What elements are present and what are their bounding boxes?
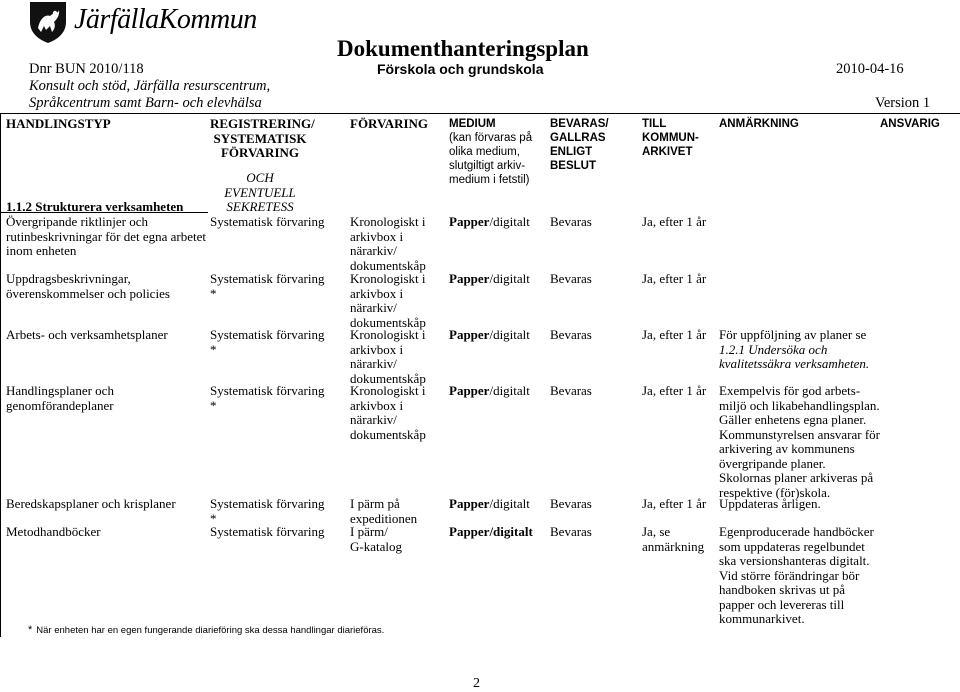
table-top-border (0, 113, 960, 114)
page-title: Dokumenthanteringsplan (337, 36, 589, 61)
medium-bold: Papper (449, 327, 490, 342)
cell-forvaring: Kronologiskt i arkivbox i närarkiv/ dokumentskåp (350, 383, 426, 442)
cell-bevaras: Bevaras (550, 327, 592, 342)
col-ansvarig: ANSVARIG (880, 118, 940, 130)
medium-rest: /digitalt (489, 214, 530, 229)
org-line-1: Konsult och stöd, Järfälla resurscentrum, (29, 78, 271, 94)
cell-till: Ja, efter 1 år (642, 271, 707, 286)
cell-forvaring: Kronologiskt i arkivbox i närarkiv/ dokumentskåp (350, 327, 426, 386)
cell-medium (449, 497, 530, 512)
cell-till: Ja, efter 1 år (642, 496, 707, 511)
col-forvaring: FÖRVARING (350, 116, 429, 131)
cell-registrering: Systematisk förvaring * (210, 496, 325, 526)
dnr-text: Dnr BUN 2010/118 (29, 61, 144, 77)
cell-anmarkning: För uppföljning av planer se (719, 327, 867, 342)
cell-till: Ja, efter 1 år (642, 327, 707, 342)
cell-medium (449, 215, 530, 230)
cell-handlingstyp: Metodhandböcker (6, 524, 101, 539)
cell-bevaras: Bevaras (550, 524, 592, 539)
logo-text: JärfällaKommun (74, 4, 257, 35)
cell-registrering: Systematisk förvaring * (210, 327, 325, 357)
cell-forvaring: Kronologiskt i arkivbox i närarkiv/ dokumentskåp (350, 271, 426, 330)
unit-text: Förskola och grundskola (377, 61, 544, 77)
col-handlingstyp: HANDLINGSTYP (6, 116, 111, 131)
medium-rest: /digitalt (489, 327, 530, 342)
cell-till: Ja, efter 1 år (642, 214, 707, 229)
cell-handlingstyp: Handlingsplaner och genomförandeplaner (6, 383, 114, 413)
footnote (28, 624, 384, 636)
col-till-kommunarkivet: TILL KOMMUN- ARKIVET (642, 118, 699, 158)
cell-medium (449, 384, 530, 399)
medium-rest: /digitalt (489, 496, 530, 511)
cell-handlingstyp: Beredskapsplaner och krisplaner (6, 496, 176, 511)
footnote-mark: * (28, 624, 33, 636)
col-medium: MEDIUM (449, 118, 496, 130)
medium-bold: Papper (449, 271, 490, 286)
col-bevaras: BEVARAS/ GALLRAS ENLIGT BESLUT (550, 118, 609, 172)
logo (28, 0, 257, 44)
cell-handlingstyp: Uppdragsbeskrivningar, överenskommelser och policies (6, 271, 170, 301)
medium-bold: Papper (449, 496, 490, 511)
medium-rest: /digitalt (489, 383, 530, 398)
col-registrering-sub: OCH EVENTUELL SEKRETESS (224, 170, 296, 214)
cell-handlingstyp: Övergripande riktlinjer och rutinbeskrivningar för det egna arbetet inom enheten (6, 214, 206, 258)
col-registrering: REGISTRERING/ SYSTEMATISK FÖRVARING (210, 116, 315, 160)
medium-rest: /digitalt (489, 271, 530, 286)
cell-forvaring: I pärm på expeditionen (350, 496, 418, 526)
cell-medium (449, 525, 533, 540)
version-text: Version 1 (875, 95, 931, 111)
cell-handlingstyp: Arbets- och verksamhetsplaner (6, 327, 168, 342)
section-heading: 1.1.2 Strukturera verksamheten (6, 199, 184, 214)
medium-bold: Papper (449, 383, 490, 398)
date-text: 2010-04-16 (836, 61, 904, 77)
cell-anmarkning: Uppdateras årligen. (719, 496, 821, 511)
org-line-2: Språkcentrum samt Barn- och elevhälsa (29, 95, 262, 111)
table-left-border (0, 113, 1, 637)
footnote-text: När enheten har en egen fungerande diarieföring ska dessa handlingar diarieföras. (36, 625, 385, 636)
cell-registrering: Systematisk förvaring * (210, 271, 325, 301)
crest-icon (28, 0, 68, 44)
col-medium-sub: (kan förvaras på olika medium, slutgiltigt arkiv- medium i fetstil) (449, 132, 533, 186)
cell-bevaras: Bevaras (550, 383, 592, 398)
cell-forvaring: Kronologiskt i arkivbox i närarkiv/ dokumentskåp (350, 214, 426, 273)
cell-registrering: Systematisk förvaring * (210, 383, 325, 413)
cell-till: Ja, se anmärkning (642, 524, 705, 554)
cell-medium (449, 328, 530, 343)
medium-bold: Papper (449, 214, 490, 229)
cell-registrering: Systematisk förvaring (210, 524, 325, 539)
cell-anmarkning: Egenproducerade handböcker som uppdateras regelbundet ska versionshanteras digitalt. Vid större förändringar bör handboken skrivas ut på papper och levereras till kommunarkivet. (719, 524, 874, 626)
cell-bevaras: Bevaras (550, 271, 592, 286)
medium-bold: Papper/digitalt (449, 524, 533, 539)
cell-registrering: Systematisk förvaring (210, 214, 325, 229)
cell-anmarkning: Exempelvis för god arbets- miljö och likabehandlingsplan. Gäller enhetens egna planer. Kommunstyrelsen ansvarar för arkivering av kommunens övergripande planer. Skolornas planer arkiveras på respektive (för)skola. (719, 383, 881, 500)
page-number: 2 (473, 676, 480, 691)
cell-bevaras: Bevaras (550, 214, 592, 229)
cell-anmarkning-ref: 1.2.1 Undersöka och kvalitetssäkra verksamheten. (719, 341, 870, 371)
col-anmarkning: ANMÄRKNING (719, 118, 799, 130)
cell-medium (449, 272, 530, 287)
cell-till: Ja, efter 1 år (642, 383, 707, 398)
cell-forvaring: I pärm/ G-katalog (350, 524, 402, 554)
cell-bevaras: Bevaras (550, 496, 592, 511)
